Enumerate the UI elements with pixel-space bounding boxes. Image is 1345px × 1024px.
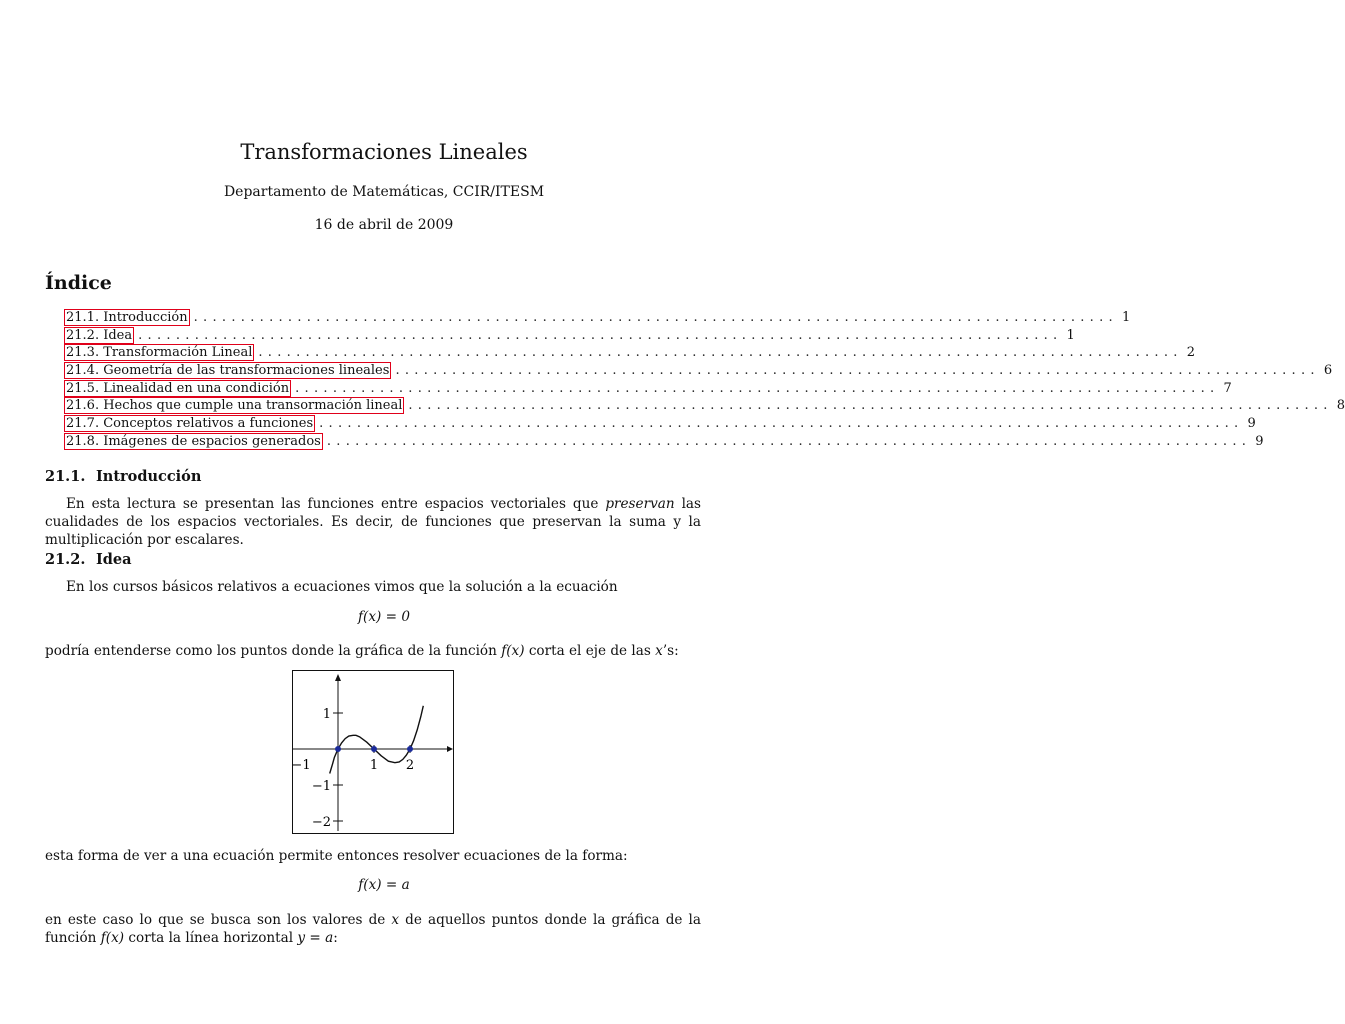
toc-heading: Índice (45, 272, 112, 294)
x-tick-label: −1 (291, 758, 311, 773)
root-point (335, 746, 341, 752)
section-number: 21.2. (45, 551, 86, 568)
graph-svg (293, 671, 453, 833)
x-axis-arrow (447, 746, 453, 752)
table-of-contents (64, 309, 1345, 451)
toc-link-idea[interactable]: 21.2. Idea (66, 327, 133, 343)
toc-entry (64, 433, 1264, 451)
idea-paragraph-4: en este caso lo que se busca son los valores de x de aquellos puntos donde la gráfica de la función f(x) corta la línea horizontal y = a: (45, 912, 701, 946)
toc-dots: .................................................................................................. (295, 380, 1220, 396)
tick-labels (291, 707, 414, 830)
toc-entry (64, 344, 1196, 362)
equation-f-equals-a: f(x) = a (358, 877, 410, 893)
emphasis-preservan: preservan (605, 496, 675, 512)
idea-paragraph-2: podría entenderse como los puntos donde la gráfica de la función f(x) corta el eje de las x’s: (45, 643, 679, 659)
root-point (371, 746, 377, 752)
toc-entry (64, 415, 1256, 433)
toc-entry (64, 362, 1333, 380)
toc-page-number: 7 (1223, 380, 1232, 396)
idea-paragraph-3: esta forma de ver a una ecuación permite entonces resolver ecuaciones de la forma: (45, 848, 628, 864)
date-line: 16 de abril de 2009 (314, 217, 454, 233)
toc-entry (64, 327, 1075, 345)
toc-page-number: 1 (1121, 310, 1131, 325)
toc-dots: .................................................................................................. (319, 416, 1244, 432)
toc-link-conceptos[interactable]: 21.7. Conceptos relativos a funciones (66, 416, 314, 432)
toc-dots: .................................................................................................. (138, 327, 1063, 343)
toc-page-number: 9 (1247, 416, 1256, 432)
author-line: Departamento de Matemáticas, CCIR/ITESM (223, 184, 545, 200)
y-tick-label: −1 (311, 779, 331, 794)
toc-page-number: 1 (1066, 327, 1075, 343)
y-tick-label: 1 (322, 707, 331, 722)
toc-entry (64, 380, 1232, 398)
y-tick-label: −2 (311, 815, 331, 830)
toc-link-introduccion[interactable]: 21.1. Introducción (66, 310, 188, 325)
toc-link-imagenes[interactable]: 21.8. Imágenes de espacios generados (66, 433, 321, 449)
toc-dots: .................................................................................................. (258, 345, 1183, 361)
toc-dots: .................................................................................................. (193, 310, 1118, 325)
cubic-function-graph (292, 670, 454, 834)
section-number: 21.1. (45, 468, 86, 485)
toc-page-number: 8 (1336, 398, 1345, 414)
toc-entry (64, 309, 1131, 327)
toc-link-transformacion-lineal[interactable]: 21.3. Transformación Lineal (66, 345, 253, 361)
section-title: Introducción (96, 468, 202, 485)
toc-page-number: 6 (1323, 363, 1333, 379)
intro-paragraph: En esta lectura se presentan las funciones entre espacios vectoriales que preservan las cualidades de los espacios vectoriales. Es decir, de funciones que preservan la suma y la multiplicación por escalares. (45, 496, 701, 548)
toc-dots: .................................................................................................. (326, 433, 1252, 449)
x-tick-label: 2 (405, 758, 415, 773)
section-title: Idea (96, 551, 132, 568)
section-heading-idea (45, 551, 132, 568)
toc-link-hechos[interactable]: 21.6. Hechos que cumple una transormación lineal (66, 398, 403, 414)
x-tick-label: 1 (369, 758, 379, 773)
toc-entry (64, 397, 1345, 415)
y-axis-arrow (335, 674, 341, 681)
idea-paragraph-1: En los cursos básicos relativos a ecuaciones vimos que la solución a la ecuación (66, 579, 618, 595)
toc-dots: .................................................................................................. (395, 363, 1320, 379)
toc-link-geometria[interactable]: 21.4. Geometría de las transformaciones lineales (66, 363, 390, 379)
toc-link-linealidad[interactable]: 21.5. Linealidad en una condición (66, 380, 290, 396)
page-title: Transformaciones Lineales (240, 140, 528, 164)
toc-page-number: 2 (1186, 345, 1196, 361)
equation-f-equals-zero: f(x) = 0 (358, 609, 410, 625)
toc-page-number: 9 (1255, 433, 1264, 449)
root-point (407, 746, 413, 752)
section-heading-introduccion (45, 468, 201, 485)
toc-dots: .................................................................................................. (408, 398, 1333, 414)
